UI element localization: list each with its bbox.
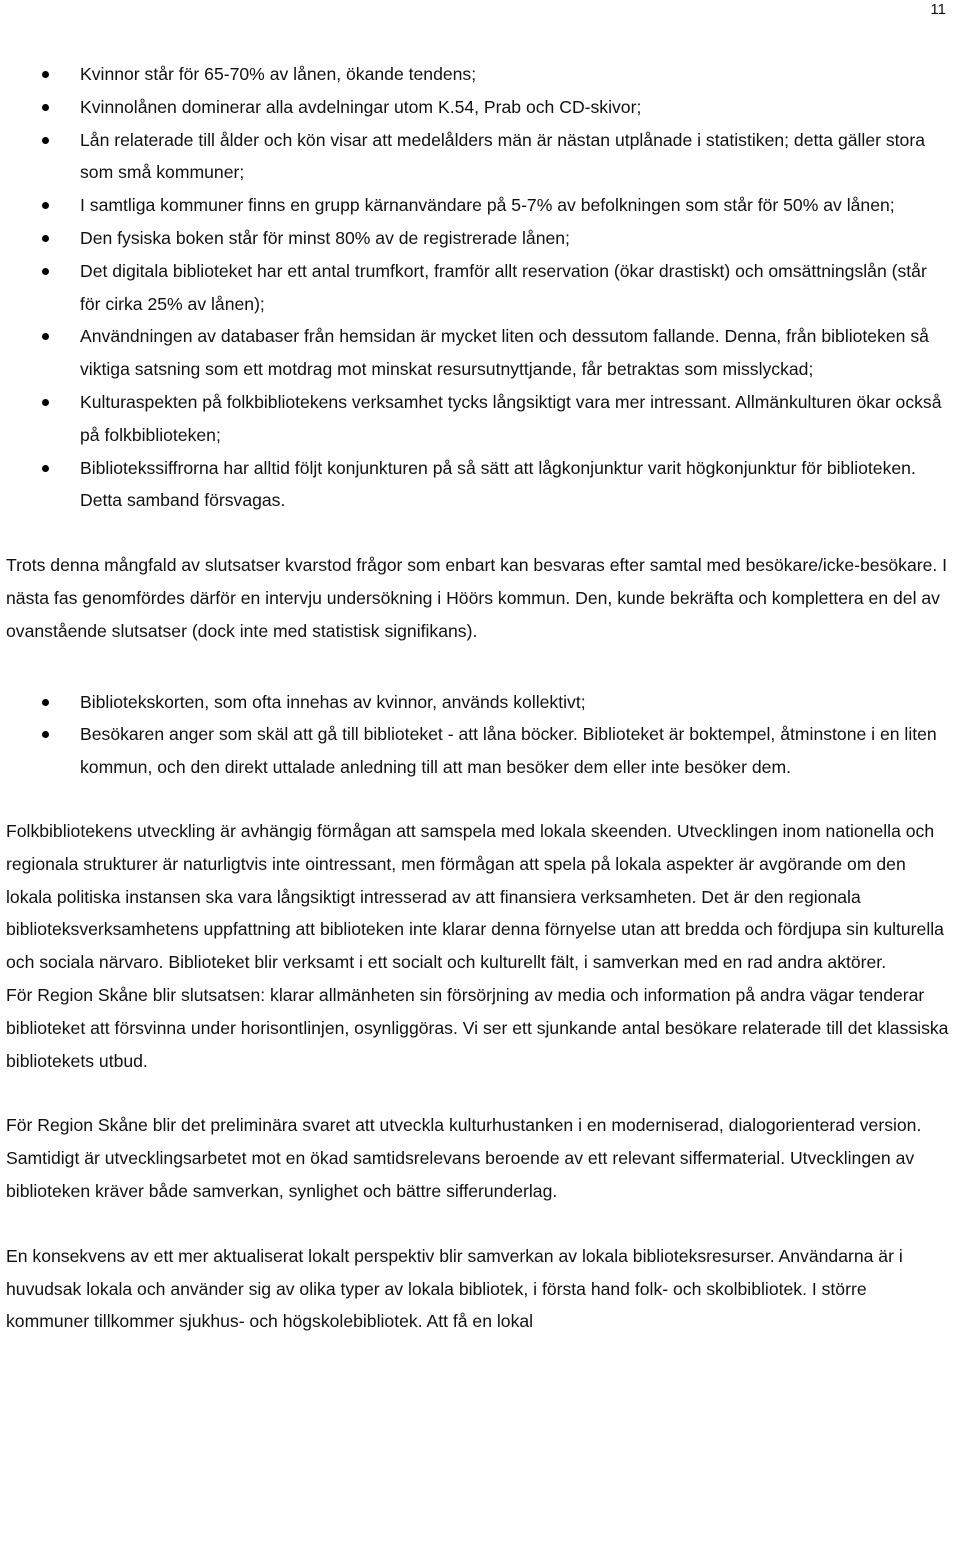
list-item: Det digitala biblioteket har ett antal trumfkort, framför allt reservation (ökar drastiskt) och omsättningslån (står för cirka 25% av lånen); (6, 255, 952, 321)
page-number: 11 (930, 1, 946, 18)
list-item: Den fysiska boken står för minst 80% av de registrerade lånen; (6, 222, 952, 255)
list-item: Kvinnor står för 65-70% av lånen, ökande tendens; (6, 58, 952, 91)
list-item: I samtliga kommuner finns en grupp kärnanvändare på 5-7% av befolkningen som står för 50% av lånen; (6, 189, 952, 222)
paragraph: För Region Skåne blir det preliminära svaret att utveckla kulturhustanken i en moderniserad, dialogorienterad version. Samtidigt är utvecklingsarbetet mot en ökad samtidsrelevans beroende av ett relevant siffermaterial. Utvecklingen av biblioteken kräver både samverkan, synlighet och bättre sifferunderlag. (6, 1115, 922, 1201)
paragraph: För Region Skåne blir slutsatsen: klarar allmänheten sin försörjning av media och information på andra vägar tenderar biblioteket att försvinna under horisontlinjen, osynliggöras. Vi ser ett sjunkande antal besökare relaterade till det klassiska bibliotekets utbud. (6, 984, 949, 1071)
list-item: Användningen av databaser från hemsidan är mycket liten och dessutom fallande. Denna, från biblioteken så viktiga satsning som ett motdrag mot minskat resursutnyttjande, får betraktas som misslyckad; (6, 320, 952, 386)
paragraph: Trots denna mångfald av slutsatser kvarstod frågor som enbart kan besvaras efter samtal med besökare/icke-besökare. I nästa fas genomfördes därför en intervju undersökning i Höörs kommun. Den, kunde bekräfta och komplettera en del av ovanstående slutsatser (dock inte med statistisk signifikans). (6, 555, 948, 641)
interview-findings-list (6, 686, 952, 784)
list-item: Besökaren anger som skäl att gå till biblioteket - att låna böcker. Biblioteket är boktempel, åtminstone i en liten kommun, och den direkt uttalade anledning till att man besöker dem eller inte besöker dem. (6, 718, 952, 784)
list-item: Kulturaspekten på folkbibliotekens verksamhet tycks långsiktigt vara mer intressant. Allmänkulturen ökar också på folkbiblioteken; (6, 386, 952, 452)
findings-list (6, 58, 952, 517)
list-item: Kvinnolånen dominerar alla avdelningar utom K.54, Prab och CD-skivor; (6, 91, 952, 124)
paragraph: En konsekvens av ett mer aktualiserat lokalt perspektiv blir samverkan av lokala biblioteksresurser. Användarna är i huvudsak lokala och använder sig av olika typer av lokala bibliotek, i första hand folk- och skolbibliotek. I större kommuner tillkommer sjukhus- och högskolebibliotek. Att få en lokal (6, 1245, 903, 1332)
list-item: Lån relaterade till ålder och kön visar att medelålders män är nästan utplånade i statistiken; detta gäller stora som små kommuner; (6, 124, 952, 190)
list-item: Bibliotekskorten, som ofta innehas av kvinnor, används kollektivt; (6, 686, 952, 719)
list-item: Bibliotekssiffrorna har alltid följt konjunkturen på så sätt att lågkonjunktur varit högkonjunktur för biblioteken. Detta samband försvagas. (6, 452, 952, 518)
paragraph: Folkbibliotekens utveckling är avhängig förmågan att samspela med lokala skeenden. Utvecklingen inom nationella och regionala strukturer är naturligtvis inte ointressant, men förmågan att spela på lokala aspekter är avgörande om den lokala politiska instansen ska vara långsiktigt intresserad av att finansiera verksamheten. Det är den regionala biblioteksverksamhetens uppfattning att biblioteken inte klarar denna förnyelse utan att bredda och fördjupa sin kulturella och sociala närvaro. Biblioteket blir verksamt i ett socialt och kulturellt fält, i samverkan med en rad andra aktörer. (6, 820, 944, 973)
document-body (6, 58, 952, 1338)
